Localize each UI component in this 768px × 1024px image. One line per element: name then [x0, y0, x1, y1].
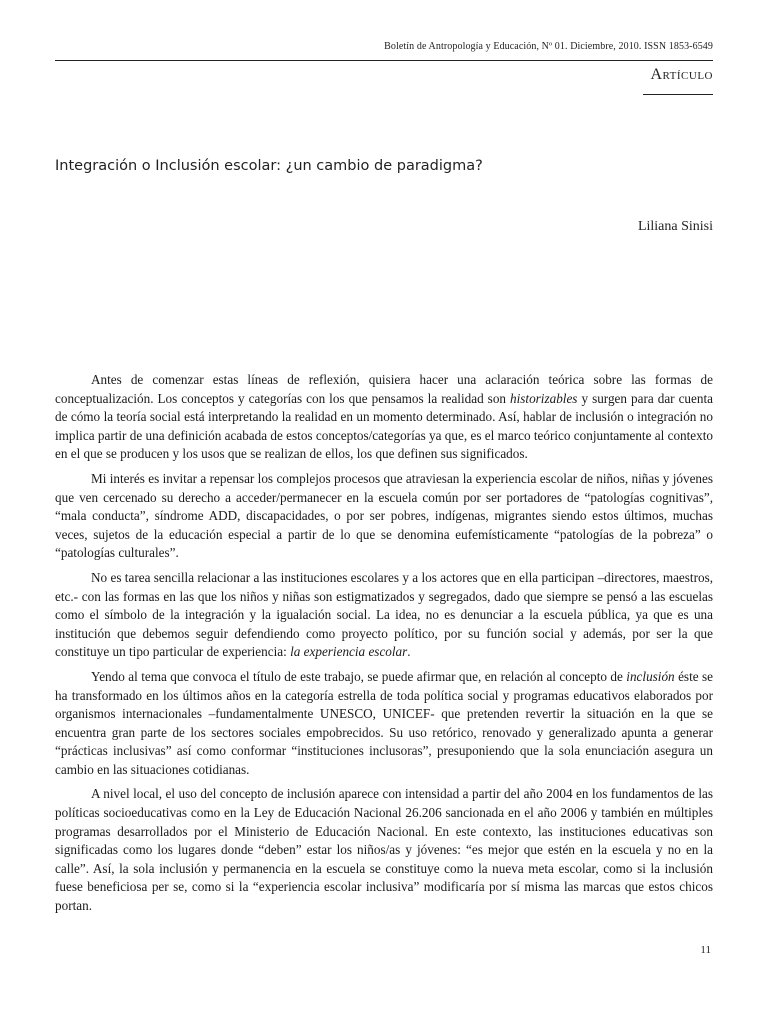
text-run: éste se ha transformado en los últimos años en la categoría estrella de toda política social y programas educativos elaborados por organismos internacionales –fundamentalmente UNESCO, UNICEF- que pretenden revertir la situación en la que se encuentra gran parte de los sectores sociales empobrecidos. Su uso retórico, renovado y generalizado apunta a generar “prácticas inclusivas” así como conformar “instituciones inclusoras”, presuponiendo que la sola enunciación asegura un cambio en las situaciones cotidianas.: [55, 668, 713, 777]
text-run: .: [407, 644, 411, 660]
page-number: 11: [700, 944, 711, 956]
body-paragraph: [55, 470, 713, 563]
section-label: Artículo: [650, 66, 713, 83]
text-run: A nivel local, el uso del concepto de inclusión aparece con intensidad a partir del año 2004 en los fundamentos de las políticas socioeducativas como en la Ley de Educación Nacional 26.206 sancionada en el año 2006 y también en múltiples programas desarrollados por el Ministerio de Educación Nacional. En este contexto, las instituciones educativas son significadas como los lugares donde “deben” estar los niños/as y jóvenes: “es mejor que estén en la escuela y no en la calle”. Así, la sola inclusión y permanencia en la escuela se constituye como la nueva meta escolar, como si la inclusión fuese beneficiosa per se, como si la “experiencia escolar inclusiva” modificaría por sí misma las marcas que estos chicos portan.: [55, 786, 713, 914]
section-label-underline: [643, 94, 713, 95]
emphasized-text: la experiencia escolar: [290, 644, 408, 660]
text-run: Mi interés es invitar a repensar los complejos procesos que atraviesan la experiencia escolar de niños, niñas y jóvenes que ven cercenado su derecho a acceder/permanecer en la escuela común por ser portadores de “patologías cognitivas”, “mala conducta”, síndrome ADD, discapacidades, o por ser pobres, indígenas, migrantes siendo estos últimos, muchas veces, sujetos de la educación especial a partir de lo que se denomina eufemísticamente “patologías de la pobreza” o “patologías culturales”.: [55, 470, 713, 561]
text-run: y surgen para dar cuenta de cómo la teoría social está interpretando la realidad en un momento determinado. Así, hablar de inclusión o integración no implica partir de una definición acabada de estos conceptos/categorías ya que, es el marco teórico conjuntamente al contexto en el que se producen y los usos que se realizan de ellos, los que definen sus significados.: [55, 390, 713, 462]
article-body: [55, 371, 713, 922]
text-run: Antes de comenzar estas líneas de reflexión, quisiera hacer una aclaración teórica sobre las formas de conceptualización. Los conceptos y categorías con los que pensamos la realidad son: [55, 372, 713, 406]
body-paragraph: [55, 785, 713, 915]
emphasized-text: inclusión: [626, 668, 675, 684]
text-run: No es tarea sencilla relacionar a las instituciones escolares y a los actores que en ella participan –directores, maestros, etc.- con las formas en las que los niños y niñas son estigmatizados y segregados, dado que siempre se pensó a las escuelas como el símbolo de la integración y la igualación social. La idea, no es denunciar a la escuela pública, ya que es una institución que debemos seguir defendiendo como proyecto político, por su función social y además, por ser la que constituye un tipo particular de experiencia:: [55, 569, 713, 660]
article-title: Integración o Inclusión escolar: ¿un cambio de paradigma?: [55, 158, 483, 174]
body-paragraph: [55, 371, 713, 464]
body-paragraph: [55, 668, 713, 780]
body-paragraph: [55, 569, 713, 662]
header-divider: [55, 60, 713, 61]
text-run: Yendo al tema que convoca el título de este trabajo, se puede afirmar que, en relación al concepto de: [91, 668, 627, 684]
author-name: Liliana Sinisi: [637, 219, 713, 234]
journal-header: Boletín de Antropología y Educación, Nº 01. Diciembre, 2010. ISSN 1853-6549: [384, 41, 713, 52]
emphasized-text: historizables: [510, 390, 578, 406]
